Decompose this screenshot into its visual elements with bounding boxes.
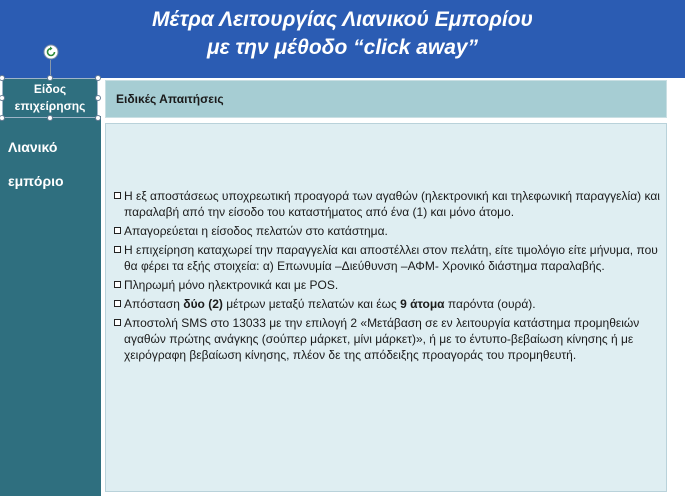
list-item: [114, 296, 662, 312]
distance-value: δύο (2): [183, 297, 223, 311]
list-item-text: Πληρωμή μόνο ηλεκτρονικά και με POS.: [124, 278, 339, 292]
checkbox-bullet-icon: [114, 246, 121, 253]
requirements-header: [105, 80, 667, 118]
checkbox-bullet-icon: [114, 300, 121, 307]
text-segment: παρόντα (ουρά).: [444, 297, 536, 311]
business-type-value: [8, 130, 98, 198]
business-type-label: Είδος επιχείρησης: [14, 82, 86, 113]
requirements-header-text: Ειδικές Απαιτήσεις: [116, 92, 224, 106]
requirements-list: [114, 188, 662, 366]
resize-handle-bottom[interactable]: [47, 115, 53, 121]
list-item-text: [124, 296, 662, 312]
resize-handle-top-right[interactable]: [95, 75, 101, 81]
people-limit-value: 9 άτομα: [400, 297, 445, 311]
list-item: [114, 223, 662, 239]
list-item-text: Αποστολή SMS στο 13033 με την επιλογή 2 «Μετάβαση σε εν λειτουργία κατάστημα προμηθειών αγαθών πρώτης ανάγκης (σούπερ μάρκετ, μίνι μάρκετ)», ή με το έντυπο-βεβαίωση κίνησης ή με χειρόγραφη βεβαίωση κίνησης, πλέον δε της απόδειξης προαγοράς του προμηθευτή.: [124, 316, 640, 362]
business-type-label-box[interactable]: [2, 78, 98, 118]
checkbox-bullet-icon: [114, 227, 121, 234]
title-banner: [0, 0, 685, 78]
title-line-1: Μέτρα Λειτουργίας Λιανικού Εμπορίου: [152, 8, 533, 31]
list-item: [114, 188, 662, 220]
list-item: [114, 242, 662, 274]
text-segment: Απόσταση: [124, 297, 184, 311]
list-item-text: Απαγορεύεται η είσοδος πελατών στο κατάστημα.: [124, 224, 388, 238]
business-type-line-2: εμπόριο: [8, 173, 64, 189]
checkbox-bullet-icon: [114, 319, 121, 326]
resize-handle-bottom-right[interactable]: [95, 115, 101, 121]
resize-handle-right[interactable]: [95, 95, 101, 101]
resize-handle-top[interactable]: [47, 75, 53, 81]
list-item: [114, 277, 662, 293]
list-item: [114, 315, 662, 363]
text-segment: μέτρων μεταξύ πελατών και έως: [222, 297, 401, 311]
title-line-2: με την μέθοδο “click away”: [206, 36, 479, 59]
rotate-connector: [50, 60, 51, 75]
list-item-text: Η επιχείρηση καταχωρεί την παραγγελία και αποστέλλει στον πελάτη, είτε τιμολόγιο είτε μήνυμα, που θα φέρει τα εξής στοιχεία: α) Επωνυμία –Διεύθυνση –ΑΦΜ- Χρονικό διάστημα παραλαβής.: [124, 243, 658, 273]
checkbox-bullet-icon: [114, 192, 121, 199]
slide-title: [0, 6, 685, 62]
business-type-line-1: Λιανικό: [8, 139, 58, 155]
list-item-text: Η εξ αποστάσεως υποχρεωτική προαγορά των αγαθών (ηλεκτρονική και τηλεφωνική παραγγελία) και παραλαβή από την είσοδο του καταστήματος από ένα (1) και μόνο άτομο.: [124, 189, 660, 219]
checkbox-bullet-icon: [114, 281, 121, 288]
rotate-handle-icon[interactable]: [43, 44, 59, 60]
